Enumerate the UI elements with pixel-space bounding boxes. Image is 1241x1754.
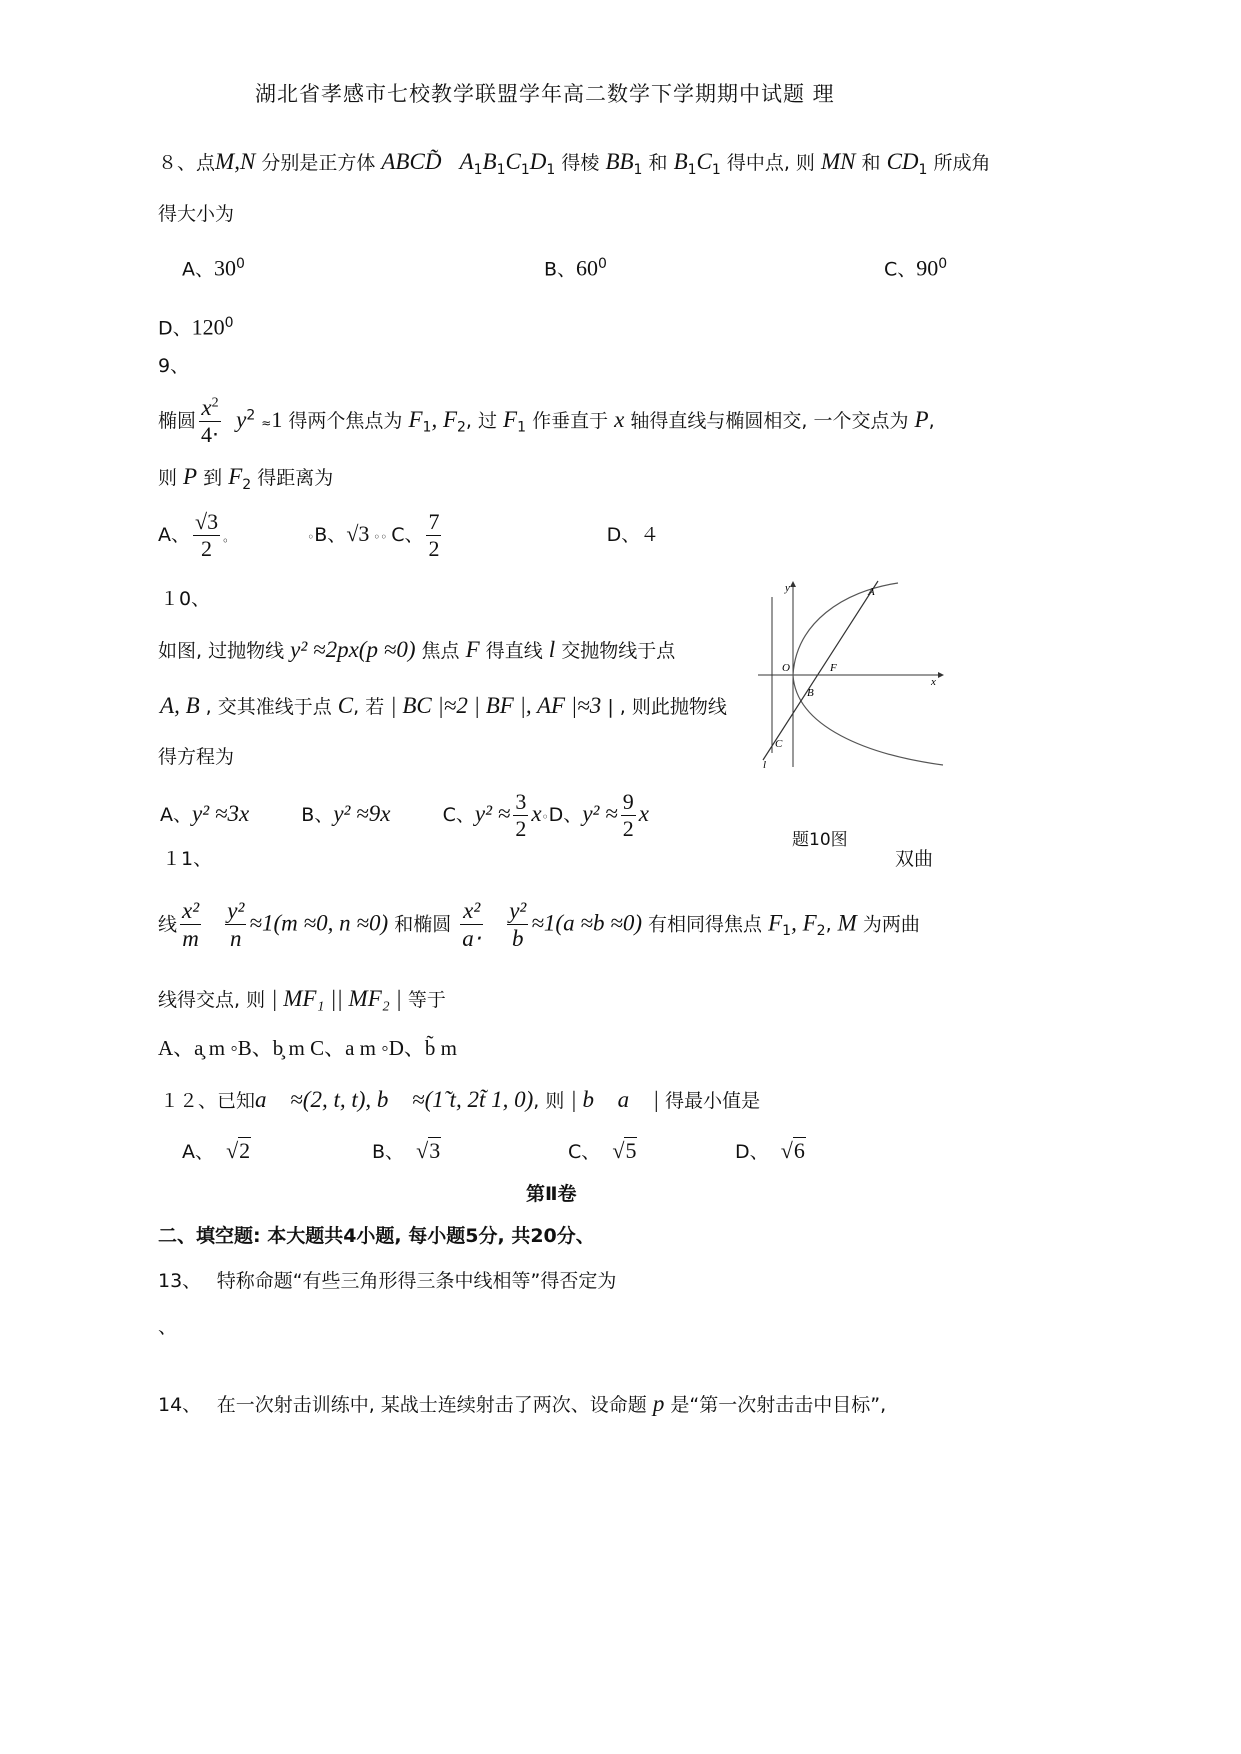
- question-12-option-c: C、 √5: [568, 1138, 637, 1163]
- question-12-line: １２、已知a⃗ ≈(2, t, t), b⃗ ≈(1̃ t, 2t̃ 1, 0), 则 | b⃗ a⃗ | 得最小值是: [160, 1087, 761, 1112]
- question-14: 14、 在一次射击训练中, 某战士连续射击了两次、设命题 p 是“第一次射击击中目标”,: [158, 1391, 887, 1416]
- figure-label-f: F: [830, 662, 837, 674]
- figure-label-l: l: [763, 759, 767, 771]
- question-8-option-a: A、$30^0$: [182, 255, 245, 281]
- figure-label-y: y: [785, 582, 790, 594]
- fill-in-section-heading: 二、填空题: 本大题共4小题, 每小题5分, 共20分、: [158, 1225, 595, 1247]
- question-10-figure: [748, 575, 953, 775]
- question-12-option-d: D、 √6: [735, 1138, 805, 1163]
- question-12-option-a: A、 √2: [182, 1138, 251, 1163]
- question-8-option-b: B、$60^0$: [544, 255, 607, 281]
- question-8-line-2: 得大小为: [158, 203, 235, 225]
- question-9-options: A、 $\frac{√3}{2}$ 。 ◦B、√3 ◦◦ C、 $\frac{7}{2}$ D、４: [158, 509, 660, 562]
- figure-label-c: C: [775, 738, 783, 750]
- question-10-line-2: A, B , 交其准线于点 C, 若 | BC |≈2 | BF |, AF |≈3 | , 则此抛物线: [160, 693, 727, 718]
- figure-caption: 题10图: [792, 830, 848, 850]
- question-11-line-3: 线得交点, 则 | MF₁ || MF₂ | 等于: [158, 986, 446, 1011]
- question-11-number: １1、: [162, 848, 213, 870]
- part-2-heading: 第Ⅱ卷: [526, 1183, 577, 1205]
- figure-label-x: x: [931, 676, 936, 688]
- question-11-line-2: 线 $\frac{\text{x²}}{m}$ $\frac{\text{y²}}{n}$ ≈1(m ≈0, n ≈0) 和椭圆 $\frac{\text{x²}}{a\cdot}$ $\frac{\text{y²}}{b}$ ≈1(a ≈b ≈0) 有相同得焦点 $F_1$, $F_2$, M 为两曲: [158, 898, 920, 952]
- question-10-number: １0、: [160, 588, 211, 610]
- figure-y-arrow: [790, 581, 796, 587]
- question-9-line-1: 椭圆 $\frac{x^2}{4\cdot}$ $y^2 \approx 1$ 得两个焦点为 $F_1$, $F_2$, 过 $F_1$ 作垂直于 x 轴得直线与椭圆相交, 一个交点为 P,: [158, 395, 935, 448]
- question-11-options: A、a̧ m ◦B、b̧ m C、a m ◦D、b̃ m: [158, 1036, 457, 1060]
- question-8-line-1: ８、点M,N 分别是正方体 ABCD $A_1B_1C_1D_1$ 得棱 $BB_1$ 和 $B_1C_1$ 得中点, 则 MN 和 $CD_1$ 所成角: [158, 149, 991, 178]
- question-10-line-3: 得方程为: [158, 746, 235, 768]
- figure-label-a: A: [868, 586, 875, 598]
- page-title: 湖北省孝感市七校教学联盟学年高二数学下学期期中试题 理: [255, 82, 835, 106]
- question-10-options: A、y² ≈3x B、y² ≈9x C、y² ≈ $\frac{3}{2}$ x◦D、y² ≈ $\frac{9}{2}$ x: [160, 789, 650, 842]
- question-10-line-1: 如图, 过抛物线 y² ≈2px(p ≈0) 焦点 F 得直线 l 交抛物线于点: [158, 637, 676, 662]
- figure-label-o: O: [782, 662, 790, 674]
- question-9-number: 9、: [158, 355, 190, 377]
- figure-x-arrow: [938, 672, 944, 678]
- question-8-option-c: C、$90^0$: [884, 255, 948, 281]
- question-13: 13、 特称命题“有些三角形得三条中线相等”得否定为: [158, 1270, 617, 1292]
- question-9-line-2: 则 P 到 $F_2$ 得距离为: [158, 464, 334, 493]
- question-13-end: 、: [158, 1316, 178, 1338]
- question-12-option-b: B、 √3: [372, 1138, 441, 1163]
- question-8-option-d: D、$120^0$: [158, 314, 234, 340]
- figure-parabola: [793, 583, 943, 765]
- figure-label-b: B: [807, 687, 814, 699]
- question-11-right-text: 双曲: [895, 848, 934, 870]
- figure-line-l: [763, 581, 878, 760]
